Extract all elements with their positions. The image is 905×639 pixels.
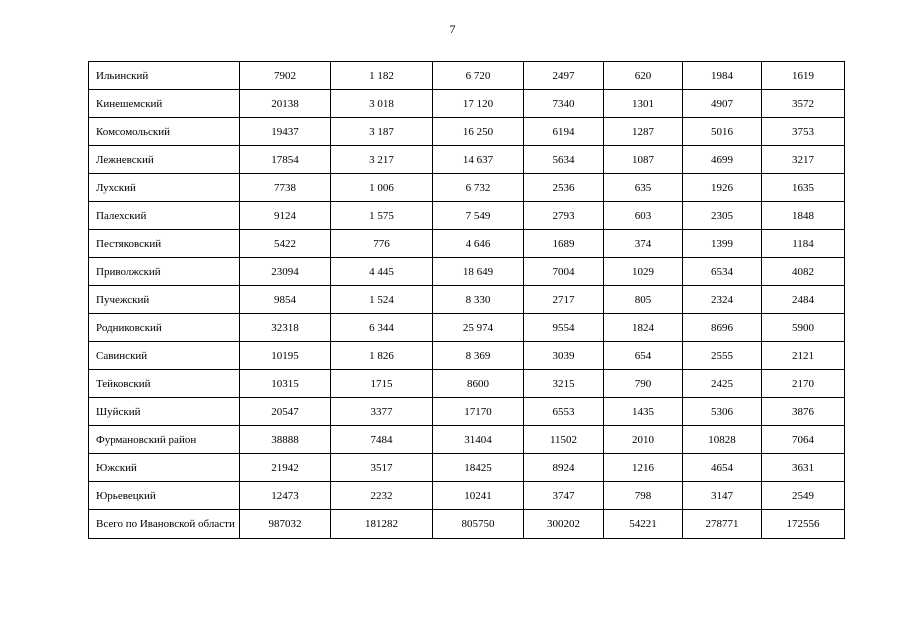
value-cell: 7064 (762, 426, 845, 454)
table-row (89, 398, 845, 426)
value-cell: 19437 (240, 118, 331, 146)
value-cell: 3753 (762, 118, 845, 146)
value-cell: 2010 (604, 426, 683, 454)
value-cell: 172556 (762, 510, 845, 539)
table-row (89, 230, 845, 258)
table-row (89, 174, 845, 202)
table-row (89, 370, 845, 398)
value-cell: 6553 (524, 398, 604, 426)
value-cell: 635 (604, 174, 683, 202)
value-cell: 5306 (683, 398, 762, 426)
value-cell: 9854 (240, 286, 331, 314)
value-cell: 1029 (604, 258, 683, 286)
value-cell: 3147 (683, 482, 762, 510)
value-cell: 6 720 (433, 62, 524, 90)
value-cell: 278771 (683, 510, 762, 539)
value-cell: 300202 (524, 510, 604, 539)
value-cell: 4 445 (331, 258, 433, 286)
district-name-cell: Ильинский (89, 62, 240, 90)
value-cell: 2497 (524, 62, 604, 90)
table-row (89, 342, 845, 370)
value-cell: 1184 (762, 230, 845, 258)
table-row (89, 454, 845, 482)
value-cell: 1984 (683, 62, 762, 90)
value-cell: 2305 (683, 202, 762, 230)
value-cell: 1 006 (331, 174, 433, 202)
value-cell: 12473 (240, 482, 331, 510)
table-row (89, 90, 845, 118)
value-cell: 2536 (524, 174, 604, 202)
value-cell: 3631 (762, 454, 845, 482)
value-cell: 3377 (331, 398, 433, 426)
value-cell: 3517 (331, 454, 433, 482)
value-cell: 6194 (524, 118, 604, 146)
value-cell: 2425 (683, 370, 762, 398)
table-row (89, 426, 845, 454)
value-cell: 7 549 (433, 202, 524, 230)
district-name-cell: Юрьевецкий (89, 482, 240, 510)
table-row (89, 482, 845, 510)
value-cell: 8696 (683, 314, 762, 342)
district-name-cell: Лухский (89, 174, 240, 202)
value-cell: 790 (604, 370, 683, 398)
value-cell: 18 649 (433, 258, 524, 286)
value-cell: 1399 (683, 230, 762, 258)
value-cell: 7004 (524, 258, 604, 286)
value-cell: 1 575 (331, 202, 433, 230)
value-cell: 2121 (762, 342, 845, 370)
value-cell: 3039 (524, 342, 604, 370)
value-cell: 4082 (762, 258, 845, 286)
value-cell: 16 250 (433, 118, 524, 146)
value-cell: 374 (604, 230, 683, 258)
value-cell: 603 (604, 202, 683, 230)
value-cell: 10195 (240, 342, 331, 370)
value-cell: 10315 (240, 370, 331, 398)
value-cell: 7484 (331, 426, 433, 454)
value-cell: 2232 (331, 482, 433, 510)
value-cell: 1689 (524, 230, 604, 258)
value-cell: 1087 (604, 146, 683, 174)
district-name-cell: Тейковский (89, 370, 240, 398)
value-cell: 4907 (683, 90, 762, 118)
value-cell: 620 (604, 62, 683, 90)
value-cell: 1926 (683, 174, 762, 202)
value-cell: 1635 (762, 174, 845, 202)
district-name-cell: Лежневский (89, 146, 240, 174)
value-cell: 181282 (331, 510, 433, 539)
value-cell: 17 120 (433, 90, 524, 118)
data-table (88, 61, 845, 539)
value-cell: 5016 (683, 118, 762, 146)
value-cell: 2170 (762, 370, 845, 398)
district-name-cell: Шуйский (89, 398, 240, 426)
value-cell: 8 330 (433, 286, 524, 314)
value-cell: 32318 (240, 314, 331, 342)
value-cell: 2549 (762, 482, 845, 510)
value-cell: 1287 (604, 118, 683, 146)
value-cell: 23094 (240, 258, 331, 286)
value-cell: 20547 (240, 398, 331, 426)
value-cell: 10241 (433, 482, 524, 510)
value-cell: 2555 (683, 342, 762, 370)
value-cell: 54221 (604, 510, 683, 539)
value-cell: 8 369 (433, 342, 524, 370)
value-cell: 5422 (240, 230, 331, 258)
value-cell: 4654 (683, 454, 762, 482)
value-cell: 8600 (433, 370, 524, 398)
value-cell: 1619 (762, 62, 845, 90)
value-cell: 1848 (762, 202, 845, 230)
value-cell: 3876 (762, 398, 845, 426)
value-cell: 3 217 (331, 146, 433, 174)
value-cell: 654 (604, 342, 683, 370)
district-name-cell: Южский (89, 454, 240, 482)
value-cell: 4 646 (433, 230, 524, 258)
value-cell: 10828 (683, 426, 762, 454)
value-cell: 798 (604, 482, 683, 510)
value-cell: 9124 (240, 202, 331, 230)
value-cell: 6 344 (331, 314, 433, 342)
district-name-cell: Палехский (89, 202, 240, 230)
table-row (89, 202, 845, 230)
table-row (89, 258, 845, 286)
total-row (89, 510, 845, 539)
value-cell: 1435 (604, 398, 683, 426)
value-cell: 3 018 (331, 90, 433, 118)
value-cell: 1824 (604, 314, 683, 342)
value-cell: 5634 (524, 146, 604, 174)
district-name-cell: Фурмановский район (89, 426, 240, 454)
value-cell: 805 (604, 286, 683, 314)
value-cell: 2484 (762, 286, 845, 314)
value-cell: 2793 (524, 202, 604, 230)
page-number: 7 (449, 22, 456, 36)
value-cell: 1 182 (331, 62, 433, 90)
value-cell: 1216 (604, 454, 683, 482)
value-cell: 18425 (433, 454, 524, 482)
value-cell: 1301 (604, 90, 683, 118)
value-cell: 776 (331, 230, 433, 258)
value-cell: 3 187 (331, 118, 433, 146)
value-cell: 20138 (240, 90, 331, 118)
table-row (89, 118, 845, 146)
value-cell: 7738 (240, 174, 331, 202)
table-row (89, 286, 845, 314)
value-cell: 7340 (524, 90, 604, 118)
value-cell: 6 732 (433, 174, 524, 202)
value-cell: 5900 (762, 314, 845, 342)
value-cell: 3747 (524, 482, 604, 510)
table-row (89, 62, 845, 90)
value-cell: 3215 (524, 370, 604, 398)
value-cell: 17854 (240, 146, 331, 174)
value-cell: 14 637 (433, 146, 524, 174)
value-cell: 1 524 (331, 286, 433, 314)
district-name-cell: Всего по Ивановской области (89, 510, 240, 539)
value-cell: 2324 (683, 286, 762, 314)
value-cell: 11502 (524, 426, 604, 454)
value-cell: 4699 (683, 146, 762, 174)
district-name-cell: Родниковский (89, 314, 240, 342)
value-cell: 17170 (433, 398, 524, 426)
value-cell: 2717 (524, 286, 604, 314)
value-cell: 3217 (762, 146, 845, 174)
district-name-cell: Приволжский (89, 258, 240, 286)
value-cell: 805750 (433, 510, 524, 539)
value-cell: 31404 (433, 426, 524, 454)
district-name-cell: Пестяковский (89, 230, 240, 258)
value-cell: 1715 (331, 370, 433, 398)
district-name-cell: Савинский (89, 342, 240, 370)
value-cell: 7902 (240, 62, 331, 90)
district-name-cell: Комсомольский (89, 118, 240, 146)
table-row (89, 146, 845, 174)
value-cell: 38888 (240, 426, 331, 454)
value-cell: 25 974 (433, 314, 524, 342)
value-cell: 8924 (524, 454, 604, 482)
value-cell: 21942 (240, 454, 331, 482)
district-name-cell: Кинешемский (89, 90, 240, 118)
table-body (89, 62, 845, 539)
value-cell: 987032 (240, 510, 331, 539)
value-cell: 6534 (683, 258, 762, 286)
value-cell: 9554 (524, 314, 604, 342)
district-name-cell: Пучежский (89, 286, 240, 314)
value-cell: 3572 (762, 90, 845, 118)
table-row (89, 314, 845, 342)
value-cell: 1 826 (331, 342, 433, 370)
